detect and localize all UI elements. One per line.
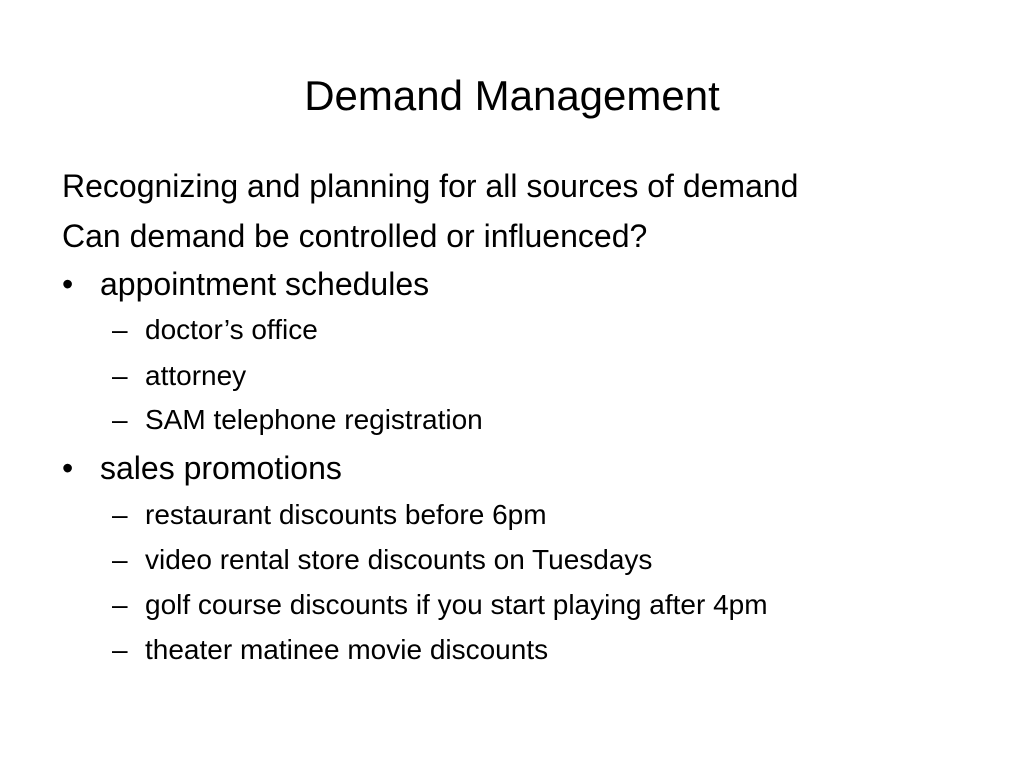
dash-marker: –: [112, 404, 128, 435]
sub-item: video rental store discounts on Tuesdays: [145, 544, 653, 575]
dash-marker: –: [112, 360, 128, 391]
dash-marker: –: [112, 499, 128, 530]
sub-item: theater matinee movie discounts: [145, 634, 549, 665]
sub-item: attorney: [145, 360, 247, 391]
sub-item: restaurant discounts before 6pm: [145, 499, 547, 530]
intro-line: Can demand be controlled or influenced?: [62, 218, 648, 254]
sub-item: golf course discounts if you start playing after 4pm: [145, 589, 768, 620]
dash-marker: –: [112, 589, 128, 620]
bullet-marker: •: [62, 266, 74, 302]
dash-marker: –: [112, 634, 128, 665]
intro-line: Recognizing and planning for all sources of demand: [62, 168, 799, 204]
dash-marker: –: [112, 544, 128, 575]
sub-item: SAM telephone registration: [145, 404, 483, 435]
bullet-item: appointment schedules: [100, 266, 430, 302]
bullet-marker: •: [62, 450, 74, 486]
dash-marker: –: [112, 314, 128, 345]
bullet-item: sales promotions: [100, 450, 342, 486]
slide-title: Demand Management: [304, 72, 720, 119]
sub-item: doctor’s office: [145, 314, 318, 345]
